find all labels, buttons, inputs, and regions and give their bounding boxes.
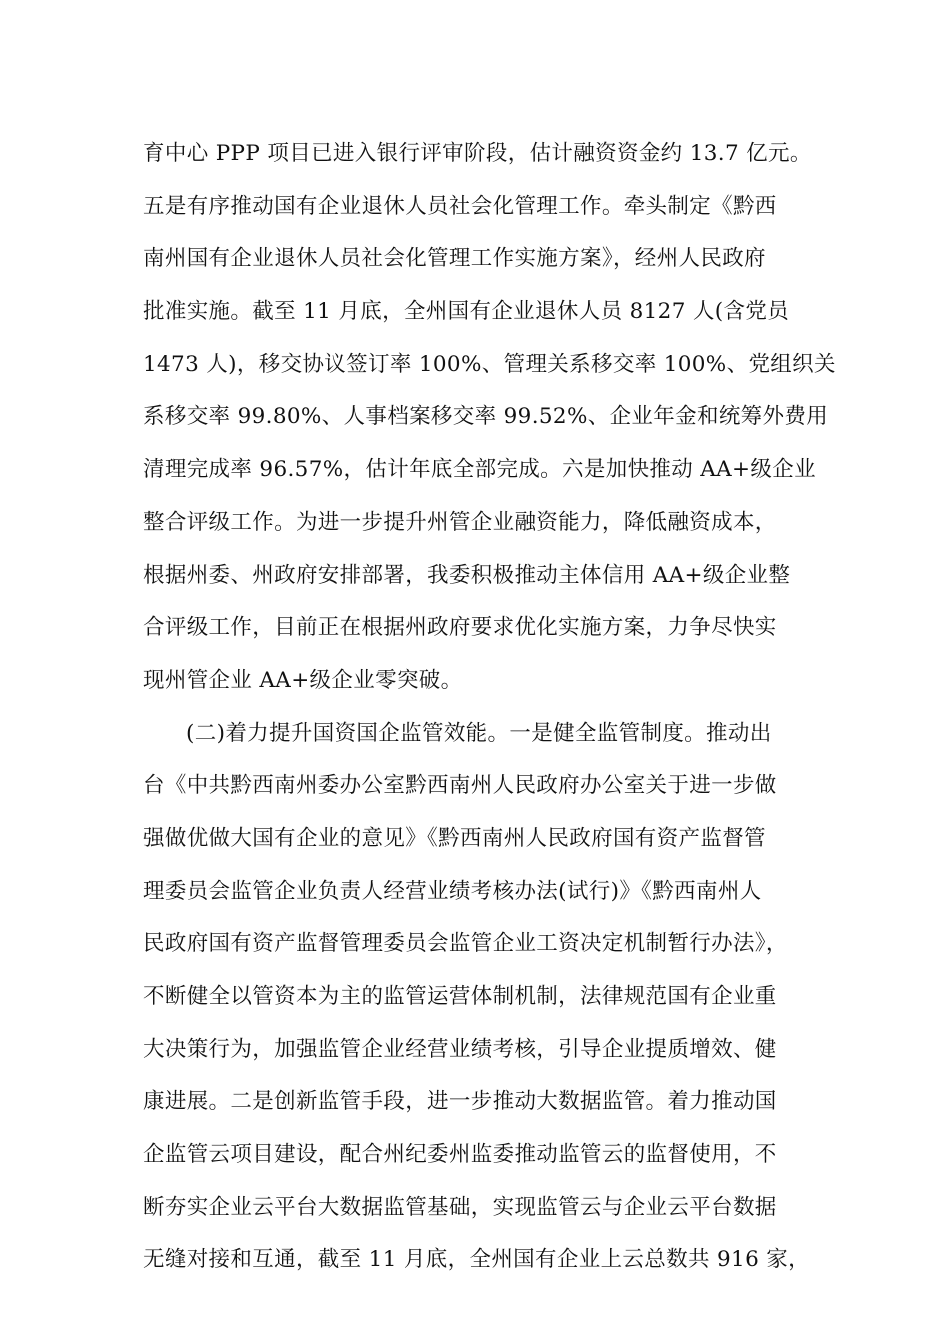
text-line: 现州管企业 AA+级企业零突破。 [143,667,463,693]
text-line: 企监管云项目建设，配合州纪委州监委推动监管云的监督使用，不 [143,1142,777,1168]
text-line: 批准实施。截至 11 月底，全州国有企业退休人员 8127 人(含党员 [143,299,790,325]
text-line: 整合评级工作。为进一步提升州管企业融资能力，降低融资成本， [143,509,777,535]
text-line: 无缝对接和互通，截至 11 月底，全州国有企业上云总数共 916 家， [143,1247,810,1273]
text-line: 南州国有企业退休人员社会化管理工作实施方案》，经州人民政府 [143,246,766,272]
text-line: 民政府国有资产监督管理委员会监管企业工资决定机制暂行办法》， [143,931,788,957]
text-line: 1473 人)，移交协议签订率 100%、管理关系移交率 100%、党组织关 [143,351,836,377]
text-line: 台《中共黔西南州委办公室黔西南州人民政府办公室关于进一步做 [143,773,777,799]
text-line: 清理完成率 96.57%，估计年底全部完成。六是加快推动 AA+级企业 [143,457,816,483]
text-line: 康进展。二是创新监管手段，进一步推动大数据监管。着力推动国 [143,1089,777,1115]
text-line: 大决策行为，加强监管企业经营业绩考核，引导企业提质增效、健 [143,1036,777,1062]
text-line: 理委员会监管企业负责人经营业绩考核办法(试行)》《黔西南州人 [143,878,762,904]
text-line: 育中心 PPP 项目已进入银行评审阶段，估计融资资金约 13.7 亿元。 [143,141,812,166]
text-line: 不断健全以管资本为主的监管运营体制机制，法律规范国有企业重 [143,984,777,1009]
paragraph-start-line: (二)着力提升国资国企监管效能。一是健全监管制度。推动出 [186,720,772,746]
body-text [143,128,836,1287]
text-line: 系移交率 99.80%、人事档案移交率 99.52%、企业年金和统筹外费用 [143,404,829,430]
text-line: 合评级工作，目前正在根据州政府要求优化实施方案，力争尽快实 [143,615,777,641]
text-line: 断夯实企业云平台大数据监管基础，实现监管云与企业云平台数据 [143,1194,777,1220]
text-line: 根据州委、州政府安排部署，我委积极推动主体信用 AA+级企业整 [143,562,791,588]
text-line: 五是有序推动国有企业退休人员社会化管理工作。牵头制定《黔西 [143,193,777,219]
text-line: 强做优做大国有企业的意见》《黔西南州人民政府国有资产监督管 [143,825,766,851]
